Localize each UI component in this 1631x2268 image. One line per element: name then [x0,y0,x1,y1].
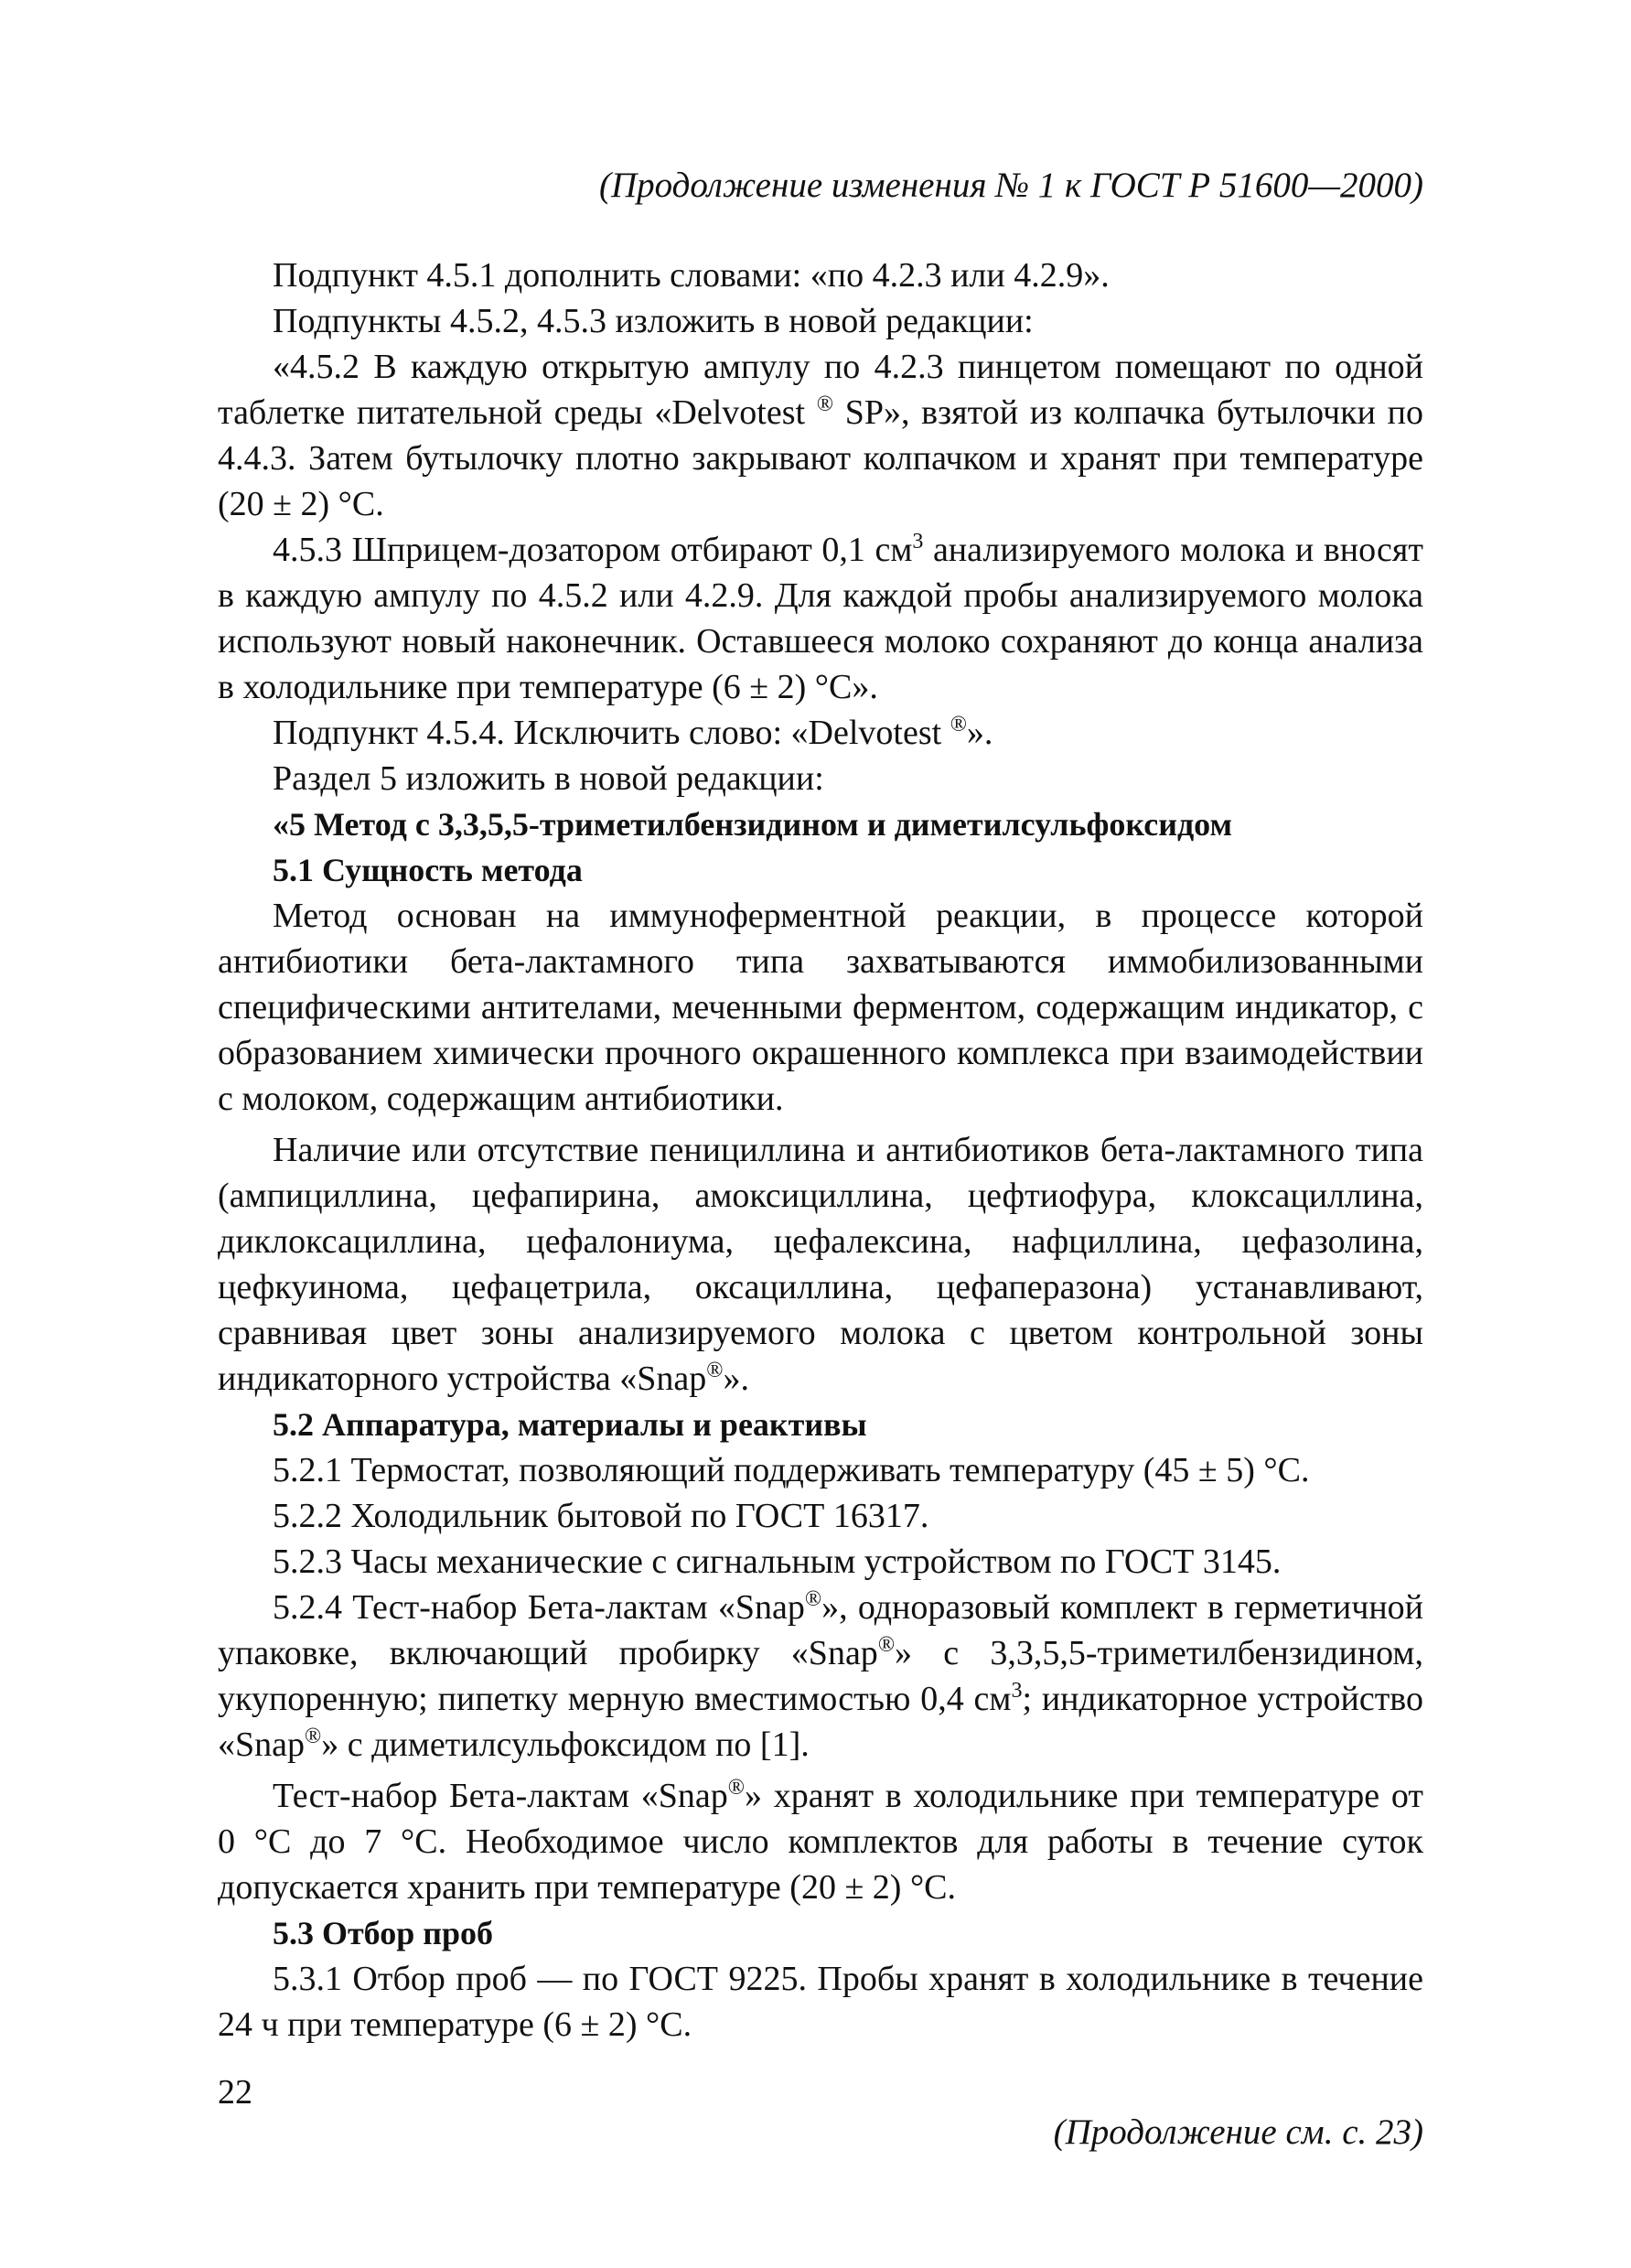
paragraph-4-5-2-intro: Подпункты 4.5.2, 4.5.3 изложить в новой редакции: [273,302,1034,340]
registered-mark: ® [727,1776,746,1800]
section-5-3-heading: 5.3 Отбор проб [273,1915,493,1951]
paragraph-5-2-3: 5.2.3 Часы механические с сигнальным устройством по ГОСТ 3145. [273,1542,1282,1581]
paragraph-antibiotics-list: Наличие или отсутствие пенициллина и антибиотиков бета-лактамного типа (ампициллина, цефапирина, амоксициллина, цефтиофура, клоксациллина, диклоксациллина, цефалониума, цефалексина, нафциллина, цефазолина, цефкуинома, цефацетрила, оксациллина, цефаперазона) устанавливают, сравнивая цвет зоны анализируемого молока с цветом контрольной зоны индикаторного устройства «Snap®». [218,1131,1423,1398]
registered-mark: ® [950,713,967,736]
running-header: (Продолжение изменения № 1 к ГОСТ Р 51600—2000) [599,166,1423,205]
registered-mark: ® [877,1633,896,1657]
paragraph-method-essence: Метод основан на иммуноферментной реакции, в процессе которой антибиотики бета-лактамного типа захватываются иммобилизованными специфическими антителами, меченными ферментом, содержащим индикатор, с образованием химически прочного окрашенного комплекса при взаимодействии с молоком, содержащим антибиотики. [218,897,1423,1118]
paragraph-5-3-1: 5.3.1 Отбор проб — по ГОСТ 9225. Пробы хранят в холодильнике в течение 24 ч при температуре (6 ± 2) °С. [218,1960,1423,2044]
continuation-note: (Продолжение см. с. 23) [1053,2112,1423,2152]
section-5-1-heading: 5.1 Сущность метода [273,852,583,888]
paragraph-5-2-1: 5.2.1 Термостат, позволяющий поддерживать температуру (45 ± 5) °С. [273,1451,1310,1489]
paragraph-storage: Тест-набор Бета-лактам «Snap®» хранят в холодильнике при температуре от 0 °С до 7 °С. Необходимое число комплектов для работы в течение суток допускается хранить при температуре (20 ± 2) °С. [218,1776,1423,1907]
paragraph-4-5-3: 4.5.3 Шприцем-дозатором отбирают 0,1 $см^3$ анализируемого молока и вносят в каждую ампулу по 4.5.2 или 4.2.9. Для каждой пробы анализируемого молока используют новый наконечник. Оставшееся молоко сохраняют до конца анализа в холодильнике при температуре (6 ± 2) °С». [218,530,1423,706]
paragraph-section-5-intro: Раздел 5 изложить в новой редакции: [273,759,824,798]
registered-mark: ® [305,1725,322,1748]
paragraph-4-5-4: Подпункт 4.5.4. Исключить слово: «Delvotest ®». [273,713,993,752]
registered-mark: ® [706,1359,724,1382]
document-page [218,163,1423,2155]
superscript-3: 3 [1011,1679,1023,1703]
paragraph-5-2-4: 5.2.4 Тест-набор Бета-лактам «Snap®», одноразовый комплект в герметичной упаковке, включающий пробирку «Snap®» с 3,3,5,5-триметилбензидином, укупоренную; пипетку мерную вместимостью 0,4 $см^3$; индикаторное устройство «Snap®» с диметилсульфоксидом по [1]. [218,1587,1423,1764]
paragraph-4-5-1: Подпункт 4.5.1 дополнить словами: «по 4.2.3 или 4.2.9». [273,256,1110,295]
superscript-3: 3 [912,530,924,554]
registered-mark: ® [816,392,833,416]
section-5-2-heading: 5.2 Аппаратура, материалы и реактивы [273,1406,867,1443]
paragraph-4-5-2: «4.5.2 В каждую открытую ампулу по 4.2.3 пинцетом помещают по одной таблетке питательной среды «Delvotest ® SP», взятой из колпачка бутылочки по 4.4.3. Затем бутылочку плотно закрывают колпачком и хранят при температуре (20 ± 2) °С. [218,348,1424,523]
page-number: 22 [218,2073,252,2112]
registered-mark: ® [804,1587,822,1611]
section-5-heading: «5 Метод с 3,3,5,5-триметилбензидином и диметилсульфоксидом [273,806,1233,843]
paragraph-5-2-2: 5.2.2 Холодильник бытовой по ГОСТ 16317. [273,1497,929,1535]
